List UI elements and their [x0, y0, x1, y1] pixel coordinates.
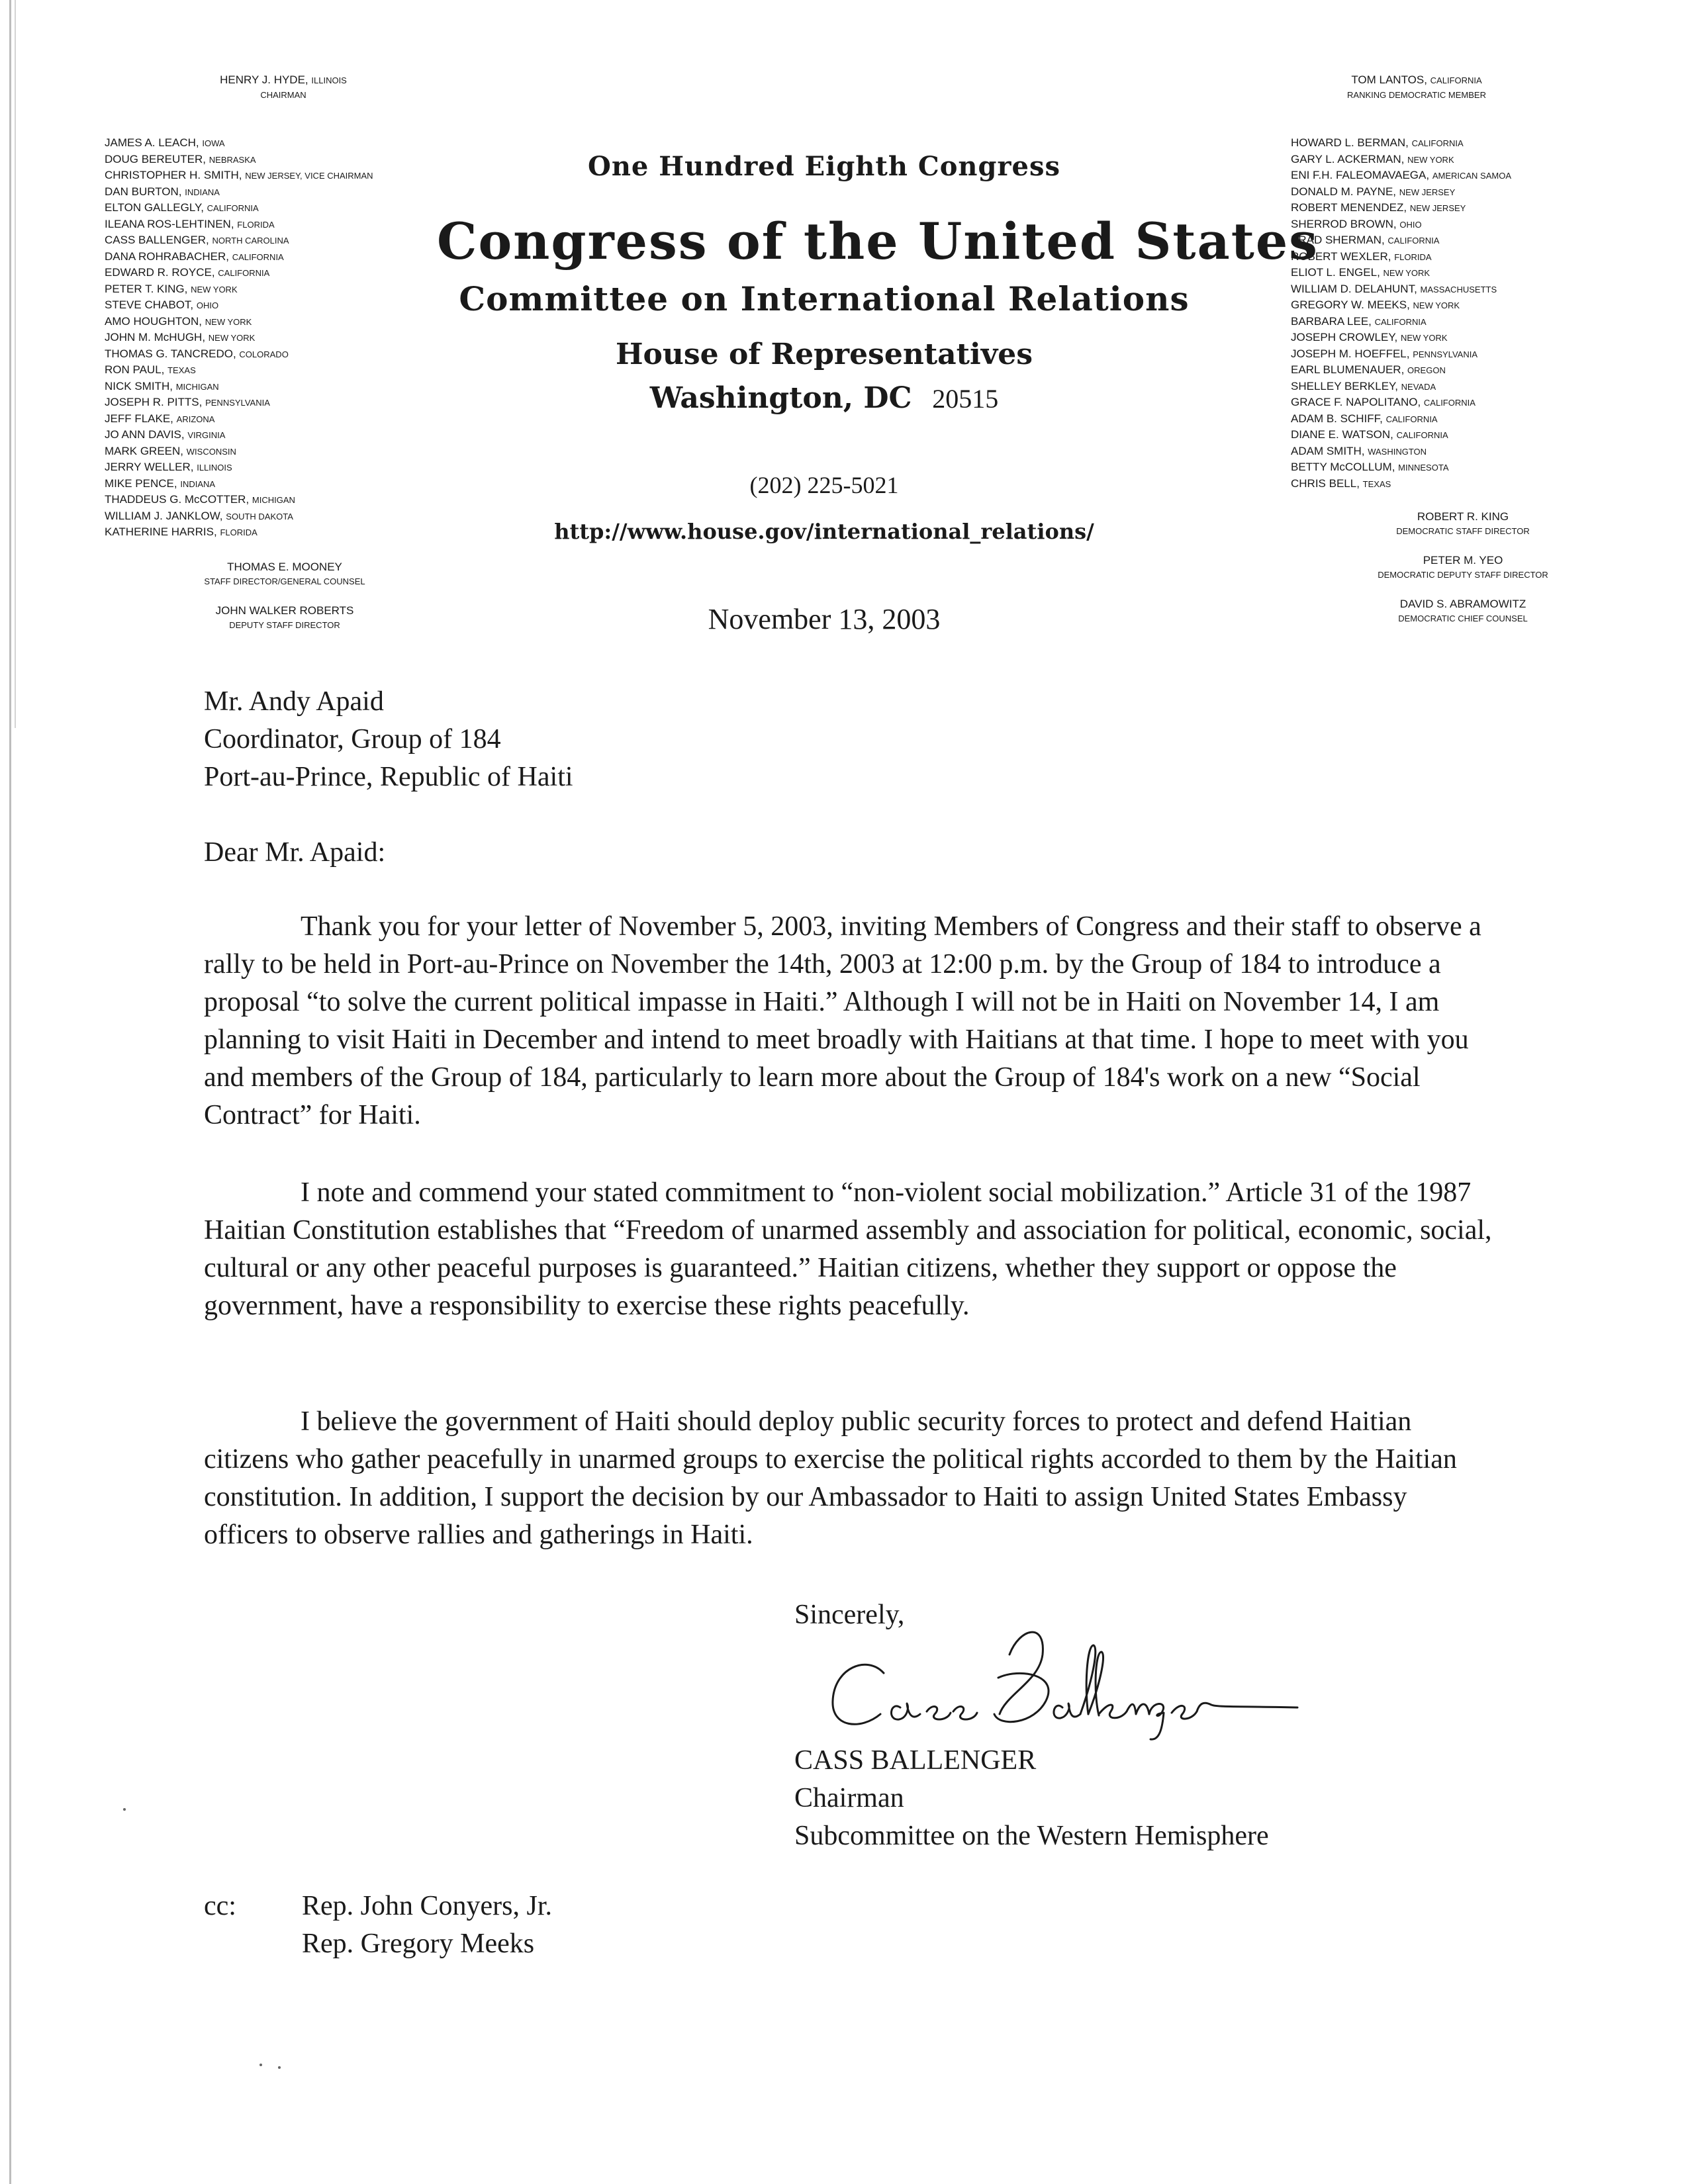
member-state: FLORIDA [220, 527, 258, 537]
recipient-address [204, 683, 1501, 796]
member-name: WILLIAM D. DELAHUNT, [1291, 282, 1417, 295]
committee-member [105, 232, 373, 249]
body-paragraph: I note and commend your stated commitment to “non-violent social mobilization.” Article 31 of the 1987 Haitian Constitution establishes that “Freedom of unarmed assembly and association for political, economic, social, cultural or any other peaceful purposes is guaranteed.” Haitian citizens, whether they support or oppose the government, have a responsibility to exercise these rights peacefully. [204, 1177, 1492, 1321]
staff-title: DEMOCRATIC DEPUTY STAFF DIRECTOR [1378, 570, 1548, 580]
member-state: NEW JERSEY [1399, 187, 1456, 197]
signer-subcommittee: Subcommittee on the Western Hemisphere [794, 1821, 1269, 1851]
staff-entry [1344, 553, 1582, 582]
staff-name: ROBERT R. KING [1417, 510, 1509, 523]
member-state: FLORIDA [1394, 251, 1432, 262]
member-name: ROBERT MENENDEZ, [1291, 201, 1407, 214]
member-state: NEW YORK [1413, 300, 1460, 310]
committee-member [105, 314, 373, 330]
member-state: OHIO [1399, 219, 1422, 230]
letter-date: November 13, 2003 [708, 603, 941, 635]
staff-name: JOHN WALKER ROBERTS [215, 604, 354, 617]
member-state: ILLINOIS [311, 75, 347, 85]
member-state: CALIFORNIA [1387, 236, 1440, 246]
committee-member [105, 443, 373, 460]
staff-entry [1344, 510, 1582, 539]
cc-recipient: Rep. Gregory Meeks [302, 1929, 535, 1959]
committee-member [105, 459, 373, 476]
cc-recipient: Rep. John Conyers, Jr. [302, 1891, 552, 1921]
letterhead-committee: Committee on International Relations [459, 279, 1190, 318]
committee-member [105, 265, 373, 281]
member-name: AMO HOUGHTON, [105, 314, 203, 328]
scan-speck [278, 2066, 281, 2069]
member-name: CHRIS BELL, [1291, 477, 1360, 490]
member-state: FLORIDA [237, 219, 275, 230]
member-name: BETTY McCOLLUM, [1291, 461, 1395, 473]
member-state: NEW YORK [1400, 333, 1448, 343]
member-name: JOSEPH M. HOEFFEL, [1291, 347, 1410, 360]
member-name: STEVE CHABOT, [105, 298, 194, 311]
member-state: NEW JERSEY, VICE CHAIRMAN [245, 171, 373, 181]
body-paragraph: I believe the government of Haiti should deploy public security forces to protect and defend Haitian citizens who gather peacefully in unarmed groups to exercise the political rights accorded to them by the Haitian constitution. In addition, I support the decision by our Ambassador to Haiti to assign United States Embassy officers to observe rallies and gatherings in Haiti. [204, 1406, 1457, 1550]
member-name: HOWARD L. BERMAN, [1291, 136, 1409, 149]
member-name: ELTON GALLEGLY, [105, 201, 204, 214]
member-name: WILLIAM J. JANKLOW, [105, 509, 223, 522]
member-name: TOM LANTOS, [1351, 73, 1427, 86]
member-state: ARIZONA [176, 414, 215, 424]
member-name: JOSEPH CROWLEY, [1291, 331, 1398, 343]
scan-speck [259, 2064, 262, 2066]
staff-name: THOMAS E. MOONEY [227, 561, 342, 573]
member-name: GREGORY W. MEEKS, [1291, 298, 1410, 311]
member-name: ILEANA ROS-LEHTINEN, [105, 217, 234, 230]
committee-member [105, 249, 373, 265]
letterhead-city [437, 381, 1211, 415]
committee-member [1291, 362, 1511, 379]
member-name: DOUG BEREUTER, [105, 152, 207, 165]
member-name: JOSEPH R. PITTS, [105, 396, 203, 408]
signature-block [794, 1742, 1269, 1855]
member-name: EARL BLUMENAUER, [1291, 363, 1405, 376]
committee-member [1291, 200, 1511, 216]
scan-edge [9, 0, 11, 2184]
member-name: ADAM SMITH, [1291, 444, 1365, 457]
member-name: DONALD M. PAYNE, [1291, 185, 1397, 198]
salutation: Dear Mr. Apaid: [204, 837, 386, 868]
committee-member [105, 427, 373, 443]
committee-member [105, 297, 373, 314]
member-state: INDIANA [180, 478, 216, 489]
left-member-roster [105, 135, 373, 541]
member-state: PENNSYLVANIA [205, 398, 270, 408]
member-state: OREGON [1407, 365, 1446, 375]
committee-member [1291, 411, 1511, 428]
member-name: BRAD SHERMAN, [1291, 234, 1385, 246]
member-state: AMERICAN SAMOA [1432, 171, 1512, 181]
letterhead-house: House of Representatives [615, 338, 1033, 371]
handwritten-signature [821, 1615, 1311, 1747]
committee-member [1291, 330, 1511, 346]
right-ranking-member [1297, 73, 1536, 103]
member-name: RON PAUL, [105, 363, 165, 376]
committee-member [105, 411, 373, 428]
member-name: SHELLEY BERKLEY, [1291, 379, 1398, 392]
member-state: CALIFORNIA [232, 251, 284, 262]
committee-member [105, 135, 373, 152]
member-state: NEVADA [1401, 381, 1436, 392]
member-name: PETER T. KING, [105, 282, 188, 295]
valediction: Sincerely, [794, 1600, 905, 1630]
member-name: DAN BURTON, [105, 185, 182, 198]
member-state: CALIFORNIA [1430, 75, 1482, 85]
member-state: NEW JERSEY [1409, 203, 1466, 213]
member-state: IOWA [202, 138, 225, 148]
member-name: DANA ROHRABACHER, [105, 250, 229, 263]
committee-member [105, 216, 373, 233]
member-state: NEW YORK [1407, 154, 1454, 165]
member-name: SHERROD BROWN, [1291, 217, 1397, 230]
member-name: ROBERT WEXLER, [1291, 250, 1391, 263]
committee-member [1291, 167, 1511, 184]
member-state: MICHIGAN [175, 381, 219, 392]
staff-entry [1344, 597, 1582, 626]
committee-member [105, 281, 373, 298]
member-state: WISCONSIN [186, 446, 236, 457]
body-paragraph: Thank you for your letter of November 5, 2003, inviting Members of Congress and their staff to observe a rally to be held in Port-au-Prince on November the 14th, 2003 at 12:00 p.m. by the Group of 184 to introduce a proposal “to solve the current political impasse in Haiti.” Although I will not be in Haiti on November 14, I am planning to visit Haiti in December and intend to meet broadly with Haitians at that time. I hope to meet with you and members of the Group of 184, particularly to learn more about the Group of 184's work on a new “Social Contract” for Haiti. [204, 911, 1481, 1130]
committee-member [1291, 216, 1511, 233]
member-state: MICHIGAN [252, 495, 295, 505]
member-state: NEW YORK [1383, 268, 1430, 278]
member-state: CALIFORNIA [1374, 316, 1427, 327]
committee-member [1291, 346, 1511, 363]
member-name: JEFF FLAKE, [105, 412, 173, 425]
committee-member [1291, 281, 1511, 298]
member-name: THOMAS G. TANCREDO, [105, 347, 236, 360]
member-state: CALIFORNIA [1423, 398, 1476, 408]
committee-member [1291, 297, 1511, 314]
member-state: NEBRASKA [209, 154, 256, 165]
committee-member [1291, 476, 1511, 492]
committee-member [105, 152, 373, 168]
member-state: CALIFORNIA [207, 203, 259, 213]
member-state: NEW YORK [205, 316, 252, 327]
member-name: CASS BALLENGER, [105, 234, 209, 246]
committee-member [105, 379, 373, 395]
staff-entry [159, 560, 410, 589]
member-state: NEW YORK [208, 333, 256, 343]
member-name: HENRY J. HYDE, [220, 73, 308, 86]
member-name: JOHN M. McHUGH, [105, 331, 206, 343]
member-state: SOUTH DAKOTA [226, 511, 293, 522]
letterhead-congress: One Hundred Eighth Congress [588, 151, 1060, 182]
member-name: GRACE F. NAPOLITANO, [1291, 396, 1421, 408]
member-name: EDWARD R. ROYCE, [105, 266, 215, 279]
staff-entry [159, 604, 410, 633]
member-state: COLORADO [239, 349, 289, 359]
committee-member [1291, 394, 1511, 411]
committee-member [1291, 314, 1511, 330]
committee-member [1291, 443, 1511, 460]
committee-member [105, 492, 373, 508]
member-state: MINNESOTA [1398, 463, 1449, 473]
member-title: RANKING DEMOCRATIC MEMBER [1347, 90, 1486, 100]
committee-member [1291, 232, 1511, 249]
city-text: Washington, DC [649, 381, 912, 415]
member-name: KATHERINE HARRIS, [105, 525, 217, 538]
committee-member [1291, 135, 1511, 152]
member-name: BARBARA LEE, [1291, 314, 1372, 328]
committee-member [1291, 459, 1511, 476]
member-name: JO ANN DAVIS, [105, 428, 185, 441]
committee-member [105, 362, 373, 379]
signer-name: CASS BALLENGER [794, 1745, 1037, 1776]
committee-member [1291, 265, 1511, 281]
zip-code: 20515 [932, 384, 999, 414]
committee-member [105, 330, 373, 346]
member-name: NICK SMITH, [105, 379, 173, 392]
member-name: MARK GREEN, [105, 444, 184, 457]
right-member-roster [1291, 135, 1511, 492]
member-name: DIANE E. WATSON, [1291, 428, 1393, 441]
committee-member [1291, 249, 1511, 265]
recipient-line: Mr. Andy Apaid [204, 686, 384, 717]
member-name: ADAM B. SCHIFF, [1291, 412, 1383, 425]
staff-title: DEMOCRATIC STAFF DIRECTOR [1396, 526, 1530, 536]
letterhead-title: Congress of the United States [437, 212, 1319, 271]
recipient-line: Coordinator, Group of 184 [204, 724, 501, 754]
left-chairman [171, 73, 396, 103]
member-state: NEW YORK [191, 284, 238, 295]
member-state: CALIFORNIA [1396, 430, 1448, 440]
committee-member [1291, 152, 1511, 168]
member-name: GARY L. ACKERMAN, [1291, 152, 1405, 165]
committee-member [1291, 427, 1511, 443]
staff-title: STAFF DIRECTOR/GENERAL COUNSEL [204, 576, 365, 586]
committee-member [105, 508, 373, 525]
member-state: MASSACHUSETTS [1420, 284, 1497, 295]
member-name: ELIOT L. ENGEL, [1291, 266, 1380, 279]
letterhead-website: http://www.house.gov/international_relations/ [554, 519, 1094, 544]
committee-member [105, 524, 373, 541]
signer-title: Chairman [794, 1783, 904, 1813]
member-state: INDIANA [185, 187, 220, 197]
staff-name: PETER M. YEO [1423, 554, 1503, 567]
scan-speck [123, 1808, 126, 1811]
member-name: CHRISTOPHER H. SMITH, [105, 169, 242, 181]
member-state: CALIFORNIA [218, 268, 270, 278]
member-name: JERRY WELLER, [105, 461, 194, 473]
member-name: ENI F.H. FALEOMAVAEGA, [1291, 169, 1430, 181]
member-state: TEXAS [1362, 478, 1391, 489]
member-state: VIRGINIA [187, 430, 226, 440]
member-state: OHIO [196, 300, 219, 310]
member-title: CHAIRMAN [260, 90, 306, 100]
staff-name: DAVID S. ABRAMOWITZ [1399, 598, 1526, 610]
committee-member [105, 184, 373, 201]
scan-edge [15, 0, 16, 728]
committee-member [1291, 379, 1511, 395]
member-name: MIKE PENCE, [105, 477, 177, 490]
staff-title: DEMOCRATIC CHIEF COUNSEL [1398, 614, 1528, 623]
member-state: CALIFORNIA [1411, 138, 1464, 148]
member-state: ILLINOIS [197, 463, 232, 473]
committee-member [105, 476, 373, 492]
cc-label: cc: [204, 1891, 236, 1921]
committee-member [1291, 184, 1511, 201]
committee-member [105, 394, 373, 411]
member-state: CALIFORNIA [1385, 414, 1438, 424]
member-state: WASHINGTON [1368, 446, 1427, 457]
member-state: NORTH CAROLINA [212, 236, 289, 246]
recipient-line: Port-au-Prince, Republic of Haiti [204, 762, 573, 792]
committee-member [105, 167, 373, 184]
member-name: THADDEUS G. McCOTTER, [105, 493, 250, 506]
member-state: PENNSYLVANIA [1413, 349, 1477, 359]
staff-title: DEPUTY STAFF DIRECTOR [229, 620, 340, 630]
letterhead-phone: (202) 225-5021 [749, 472, 899, 498]
committee-member [105, 200, 373, 216]
member-name: JAMES A. LEACH, [105, 136, 199, 149]
committee-member [105, 346, 373, 363]
member-state: TEXAS [167, 365, 196, 375]
